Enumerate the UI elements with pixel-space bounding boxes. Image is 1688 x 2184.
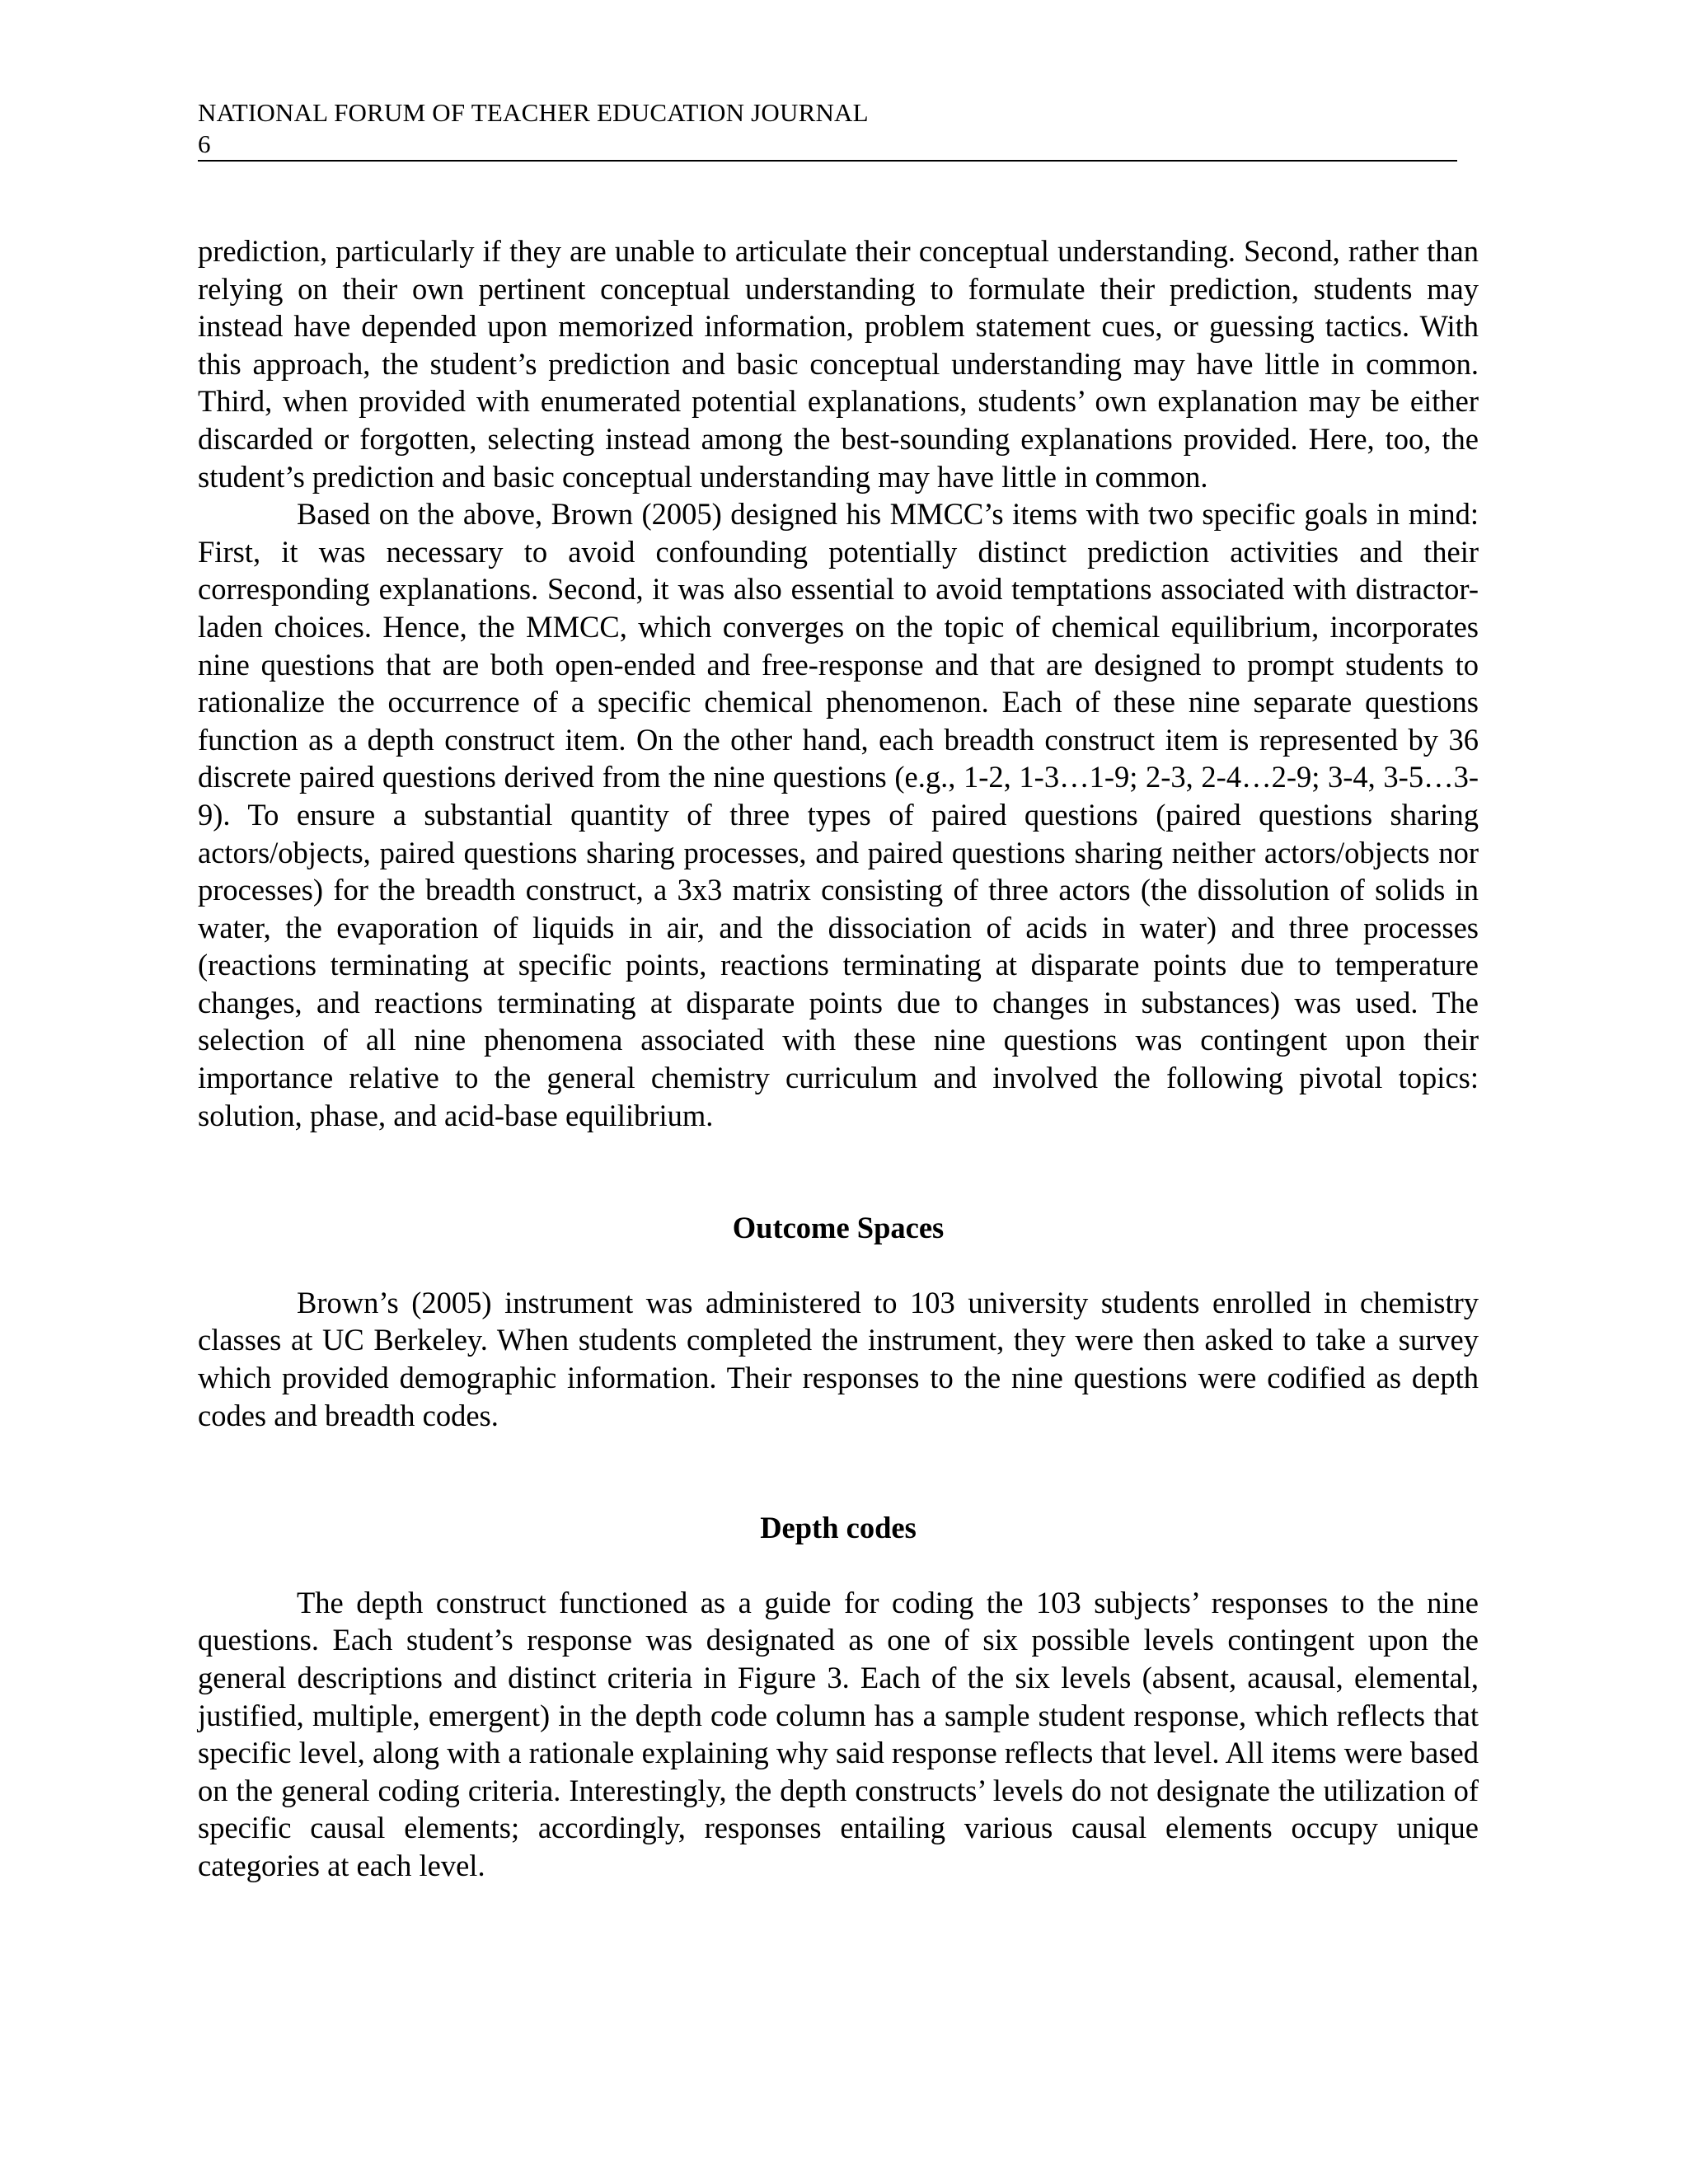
journal-title: NATIONAL FORUM OF TEACHER EDUCATION JOURNAL bbox=[198, 98, 869, 127]
paragraph-mmcc-design: Based on the above, Brown (2005) designed his MMCC’s items with two specific goals in mind: First, it was necessary to avoid confounding potentially distinct prediction activities and their corresponding explanations. Second, it was also essential to avoid temptations associated with distractor-laden choices. Hence, the MMCC, which converges on the topic of chemical equilibrium, incorporates nine questions that are both open-ended and free-response and that are designed to prompt students to rationalize the occurrence of a specific chemical phenomenon. Each of these nine separate questions function as a depth construct item. On the other hand, each breadth construct item is represented by 36 discrete paired questions derived from the nine questions (e.g., 1-2, 1-3…1-9; 2-3, 2-4…2-9; 3-4, 3-5…3-9). To ensure a substantial quantity of three types of paired questions (paired questions sharing actors/objects, paired questions sharing processes, and paired questions sharing neither actors/objects nor processes) for the breadth construct, a 3x3 matrix consisting of three actors (the dissolution of solids in water, the evaporation of liquids in air, and the dissociation of acids in water) and three processes (reactions terminating at specific points, reactions terminating at disparate points due to temperature changes, and reactions terminating at disparate points due to changes in substances) was used. The selection of all nine phenomena associated with these nine questions was contingent upon their importance relative to the general chemistry curriculum and involved the following pivotal topics: solution, phase, and acid-base equilibrium. bbox=[198, 497, 1479, 1132]
paragraph-outcome-spaces: Brown’s (2005) instrument was administered to 103 university students enrolled in chemistry classes at UC Berkeley. When students completed the instrument, they were then asked to take a survey which provided demographic information. Their responses to the nine questions were codified as depth codes and breadth codes. bbox=[198, 1285, 1479, 1432]
header-rule bbox=[198, 129, 1457, 162]
heading-outcome-spaces: Outcome Spaces bbox=[732, 1211, 945, 1245]
running-header bbox=[198, 97, 1457, 162]
heading-depth-codes: Depth codes bbox=[760, 1511, 917, 1545]
paragraph-depth-codes: The depth construct functioned as a guide for coding the 103 subjects’ responses to the nine questions. Each student’s response was designated as one of six possible levels contingent upon the general descriptions and distinct criteria in Figure 3. Each of the six levels (absent, acausal, elemental, justified, multiple, emergent) in the depth code column has a sample student response, which reflects that specific level, along with a rationale explaining why said response reflects that level. All items were based on the general coding criteria. Interestingly, the depth constructs’ levels do not designate the utilization of specific causal elements; accordingly, responses entailing various causal elements occupy unique categories at each level. bbox=[198, 1585, 1479, 1882]
article-body bbox=[198, 232, 1479, 1885]
paragraph-continuation: prediction, particularly if they are unable to articulate their conceptual understanding. Second, rather than relying on their own pertinent conceptual understanding to formulate their prediction, students may instead have depended upon memorized information, problem statement cues, or guessing tactics. With this approach, the student’s prediction and basic conceptual understanding may have little in common. Third, when provided with enumerated potential explanations, students’ own explanation may be either discarded or forgotten, selecting instead among the best-sounding explanations provided. Here, too, the student’s prediction and basic conceptual understanding may have little in common. bbox=[198, 234, 1479, 494]
page-number: 6 bbox=[198, 129, 211, 158]
